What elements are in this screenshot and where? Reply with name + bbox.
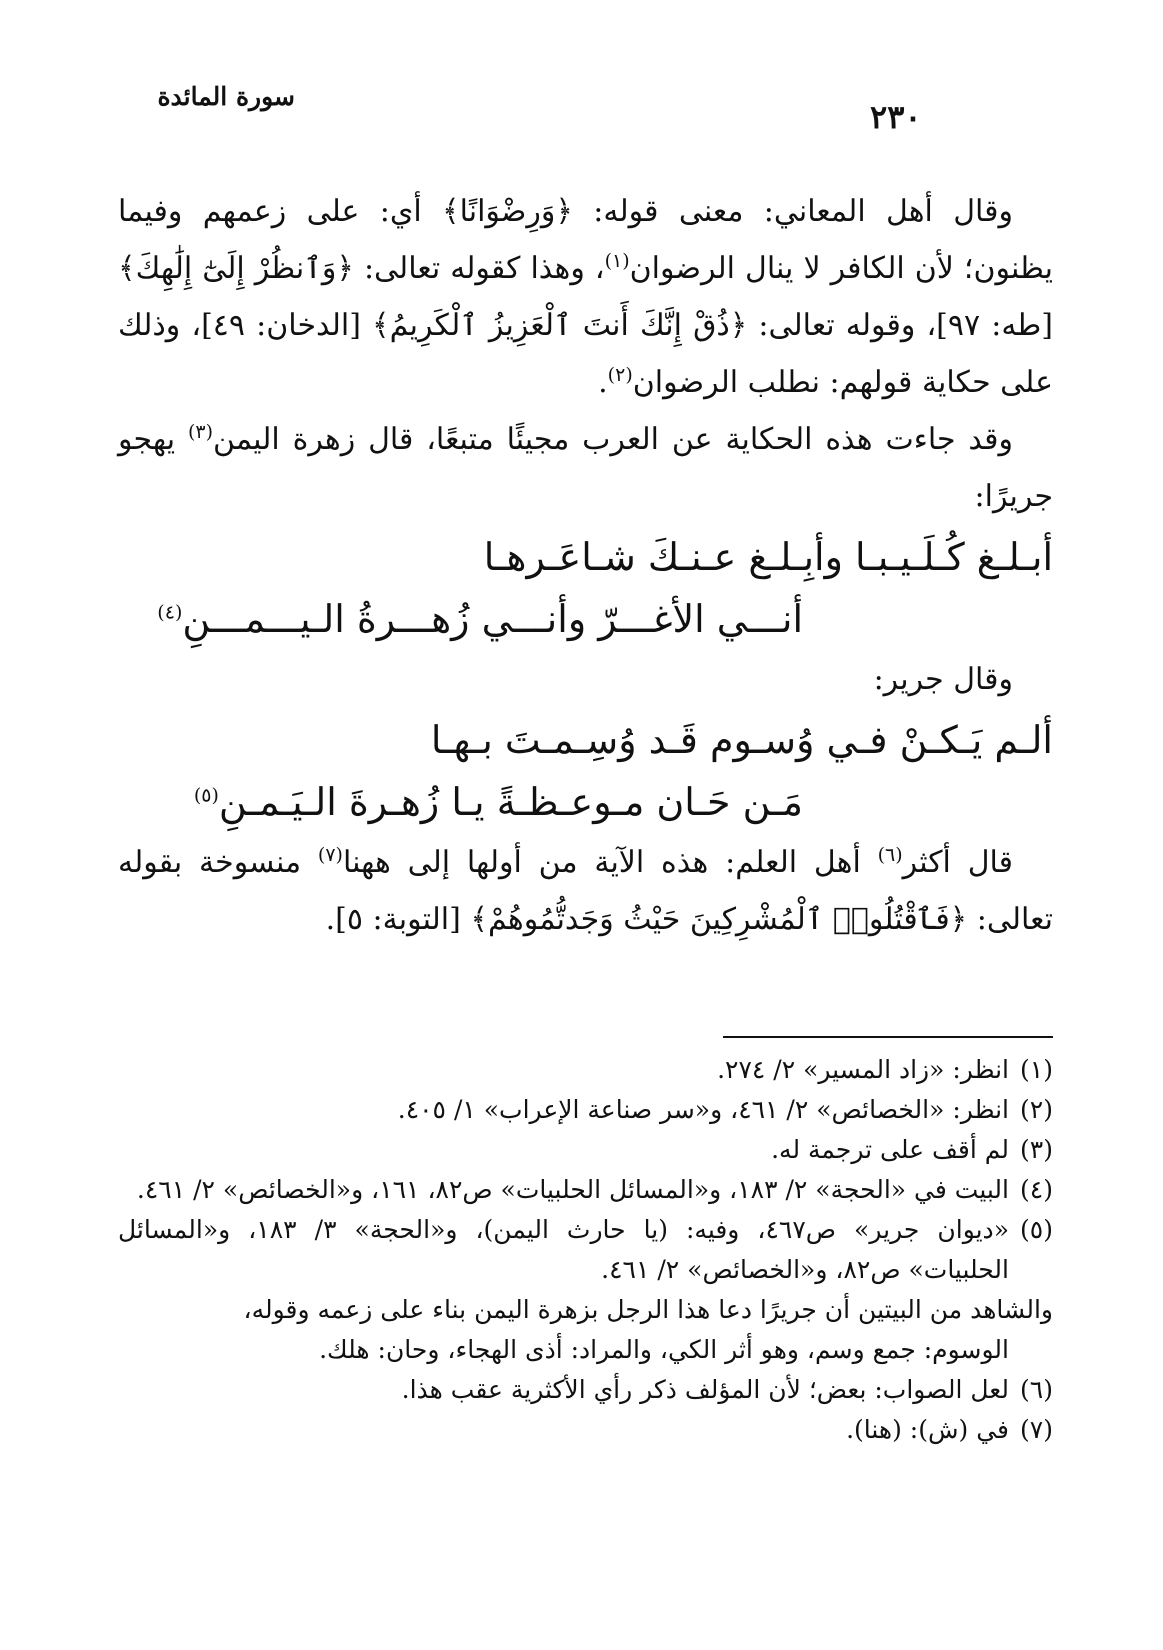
footnote-ref-6[interactable]: (٦) (877, 844, 903, 866)
running-header-surah-title: سورة المائدة (157, 82, 295, 111)
footnote-5 (118, 1210, 1053, 1290)
footnote-2 (118, 1090, 1053, 1130)
footnote-number: (٣) (1020, 1135, 1053, 1164)
paragraph-3: وقال جرير: (873, 662, 1013, 697)
footnote-5-commentary: والشاهد من البيتين أن جريرًا دعا هذا الرجل بزهرة اليمن بناء على زعمه وقوله، (243, 1295, 1053, 1324)
verse-2-line-1: ألـم يَـكـنْ فـي وُسـوم قَـد وُسِـمـتَ بـهـا (430, 718, 1053, 762)
footnote-text: لعل الصواب: بعض؛ لأن المؤلف ذكر رأي الأكثرية عقب هذا. (401, 1375, 1009, 1404)
paragraph-4: قال أكثر$^{(٦)}$ أهل العلم: هذه الآية من أولها إلى ههنا$^{(٧)}$ منسوخة بقوله تعالى: ﴿فَٱقْتُلُوا۟ ٱلْمُشْرِكِينَ حَيْثُ وَجَدتُّمُوهُمْ﴾ [التوبة: ٥]. (118, 844, 1053, 937)
footnote-4 (118, 1170, 1053, 1210)
paragraph-1: وقال أهل المعاني: معنى قوله: ﴿وَرِضْوَانًا﴾ أي: على زعمهم وفيما يظنون؛ لأن الكافر لا ينال الرضوان$^{(١)}$، وهذا كقوله تعالى: ﴿وَٱنظُرْ إِلَىٰٓ إِلَٰهِكَ﴾ [طه: ٩٧]، وقوله تعالى: ﴿ذُقْ إِنَّكَ أَنتَ ٱلْعَزِيزُ ٱلْكَرِيمُ﴾ [الدخان: ٤٩]، وذلك على حكاية قولهم: نطلب الرضوان$^{(٢)}$. (118, 194, 1054, 400)
footnote-number: (٥) (1020, 1215, 1053, 1244)
footnote-text: البيت في «الحجة» ٢/ ١٨٣، و«المسائل الحلبيات» ص٨٢، ١٦١، و«الخصائص» ٢/ ٤٦١. (136, 1175, 1009, 1204)
paragraph-2: وقد جاءت هذه الحكاية عن العرب مجيئًا متبعًا، قال زهرة اليمن$^{(٣)}$ يهجو جريرًا: (118, 421, 1053, 514)
footnote-text: في (ش): (هنا). (846, 1415, 1009, 1444)
footnote-ref-1[interactable]: (١) (604, 250, 630, 272)
footnote-ref-2[interactable]: (٢) (607, 364, 633, 386)
footnote-text: انظر: «زاد المسير» ٢/ ٢٧٤. (717, 1055, 1009, 1084)
footnote-number: (١) (1020, 1055, 1053, 1084)
footnote-ref-3[interactable]: (٣) (187, 421, 213, 443)
footnote-number: (٢) (1020, 1095, 1053, 1124)
footnote-text: انظر: «الخصائص» ٢/ ٤٦١، و«سر صناعة الإعراب» ١/ ٤٠٥. (397, 1095, 1009, 1124)
footnote-text: لم أقف على ترجمة له. (771, 1135, 1009, 1164)
main-text (118, 183, 1053, 948)
verse-1-line-1: أبـلـغ كُـلَـيـبـا وأبِـلـغ عـنـكَ شـاعَـرهـا (483, 535, 1053, 579)
footnote-6 (118, 1370, 1053, 1410)
verse-2-line-2: مَـن حَـان مـوعـظـةً يـا زُهـرةَ الـيَـمـنِ$^{(٥)}$ (193, 780, 803, 824)
verse-1-line-2: أنـــي الأغـــرّ وأنـــي زُهـــرةُ الـيـــمـــنِ$^{(٤)}$ (157, 597, 803, 641)
footnote-number: (٦) (1020, 1375, 1053, 1404)
footnote-5-commentary-2: الوسوم: جمع وسم، وهو أثر الكي، والمراد: أذى الهجاء، وحان: هلك. (319, 1335, 1009, 1364)
footnote-1 (118, 1050, 1053, 1090)
footnote-3 (118, 1130, 1053, 1170)
footnote-number: (٤) (1020, 1175, 1053, 1204)
footnote-text: «ديوان جرير» ص٤٦٧، وفيه: (يا حارث اليمن)، و«الحجة» ٣/ ١٨٣، و«المسائل الحلبيات» ص٨٢، و«الخصائص» ٢/ ٤٦١. (118, 1215, 1009, 1284)
footnote-7 (118, 1410, 1053, 1450)
page-number: ٢٣٠ (870, 98, 922, 136)
footnotes (118, 1050, 1053, 1450)
footnote-divider (723, 1036, 1053, 1038)
footnote-number: (٧) (1020, 1415, 1053, 1444)
footnote-ref-5[interactable]: (٥) (193, 784, 219, 807)
footnote-ref-7[interactable]: (٧) (317, 844, 343, 866)
footnote-ref-4[interactable]: (٤) (157, 601, 183, 624)
